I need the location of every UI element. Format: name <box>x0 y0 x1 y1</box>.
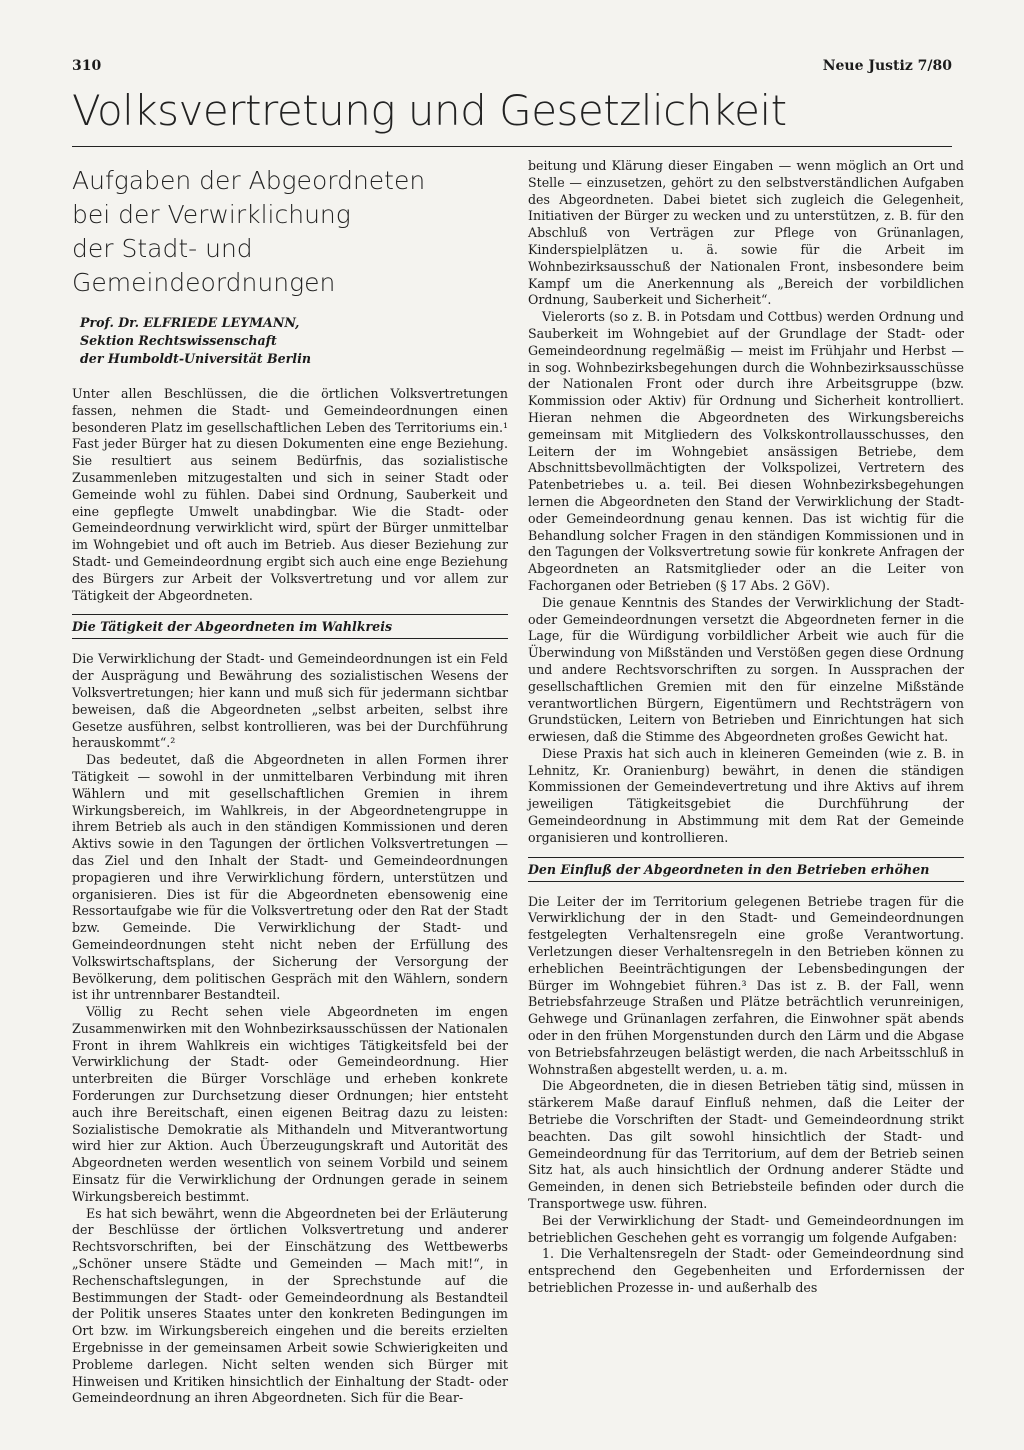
article-title <box>72 164 508 300</box>
body-paragraph: Diese Praxis hat sich auch in kleineren Gemeinden (wie z. B. in Lehnitz, Kr. Oranienburg) bewährt, in denen die ständigen Kommissionen der Gemeindevertretung und ihre Aktivs auf ihrem jeweiligen Tätigkeitsgebiet die Durchführung der Gemeindeordnung in Abstimmung mit dem Rat der Gemeinde organisieren und kontrollieren. <box>528 745 964 845</box>
body-paragraph: Es hat sich bewährt, wenn die Abgeordneten bei der Erläuterung der Beschlüsse der örtlichen Volksvertretung und anderer Rechtsvorschriften, bei der Einschätzung des Wettbewerbs „Schöner unsere Städte und Gemeinden — Mach mit!“, in Rechenschaftslegungen, in der Sprechstunde auf die Bestimmungen der Stadt- oder Gemeindeordnung als Bestandteil der Politik unseres Staates unter den konkreten Bedingungen im Ort bzw. im Wirkungsbereich eingehen und die bereits erzielten Ergebnisse in der gemeinsamen Arbeit sowie Schwierigkeiten und Probleme darlegen. Nicht selten wenden sich Bürger mit Hinweisen und Kritiken hinsichtlich der Einhaltung der Stadt- oder Gemeindeordnung an ihren Abgeordneten. Sich für die Bear- <box>72 1205 508 1406</box>
running-header <box>72 58 952 80</box>
section-heading-betriebe: Den Einfluß der Abgeordneten in den Betrieben erhöhen <box>528 857 964 882</box>
article-title-line: bei der Verwirklichung <box>72 200 351 229</box>
body-paragraph: Das bedeutet, daß die Abgeordneten in allen Formen ihrer Tätigkeit — sowohl in der unmittelbaren Verbindung mit ihren Wählern und mit gesellschaftlichen Gremien in ihrem Wirkungsbereich, im Wahlkreis, in der Abgeordnetengruppe in ihrem Betrieb als auch in den ständigen Kommissionen und deren Aktivs sowie in den Tagungen der örtlichen Volksvertretungen — das Ziel und den Inhalt der Stadt- und Gemeindeordnungen propagieren und ihre Verwirklichung fördern, unterstützen und organisieren. Dies ist für die Abgeordneten ebensowenig eine Ressortaufgabe wie für die Volksvertretung oder den Rat der Stadt bzw. Gemeinde. Die Verwirklichung der Stadt- und Gemeindeordnungen steht nicht neben der Erfüllung des Volkswirtschaftsplans, der Sicherung der Versorgung der Bevölkerung, dem politischen Gespräch mit den Wählern, sondern ist ihr untrennbarer Bestandteil. <box>72 752 508 1003</box>
body-paragraph: Bei der Verwirklichung der Stadt- und Gemeindeordnungen im betrieblichen Geschehen geht es vorrangig um folgende Aufgaben: <box>528 1212 964 1245</box>
right-column <box>528 158 964 1297</box>
body-paragraph: Völlig zu Recht sehen viele Abgeordneten im engen Zusammenwirken mit den Wohnbezirksausschüssen der Nationalen Front in ihrem Wahlkreis ein wichtiges Tätigkeitsfeld bei der Verwirklichung der Stadt- oder Gemeindeordnung. Hier unterbreiten die Bürger Vorschläge und erheben konkrete Forderungen zur Durchsetzung dieser Ordnungen; hier entsteht auch ihre Bereitschaft, einen eigenen Beitrag dazu zu leisten: Sozialistische Demokratie als Mithandeln und Mitverantwortung wird hier zur Aktion. Auch Überzeugungskraft und Autorität des Abgeordneten werden wesentlich von seinem Vorbild und seinem Einsatz für die Verwirklichung der Ordnungen gerade in seinem Wirkungsbereich bestimmt. <box>72 1004 508 1204</box>
article-title-line: Aufgaben der Abgeordneten <box>72 166 426 195</box>
section-heading-wahlkreis: Die Tätigkeit der Abgeordneten im Wahlkreis <box>72 614 508 639</box>
body-paragraph: Die Verwirklichung der Stadt- und Gemeindeordnungen ist ein Feld der Ausprägung und Bewährung des sozialistischen Wesens der Volksvertretungen; hier kann und muß sich für jedermann sichtbar beweisen, daß die Abgeordneten „selbst arbeiten, selbst ihre Gesetze ausführen, selbst kontrollieren, was bei der Durchführung herauskommt“.² <box>72 651 508 751</box>
author-affiliation: Sektion Rechtswissenschaft <box>80 333 277 348</box>
left-column <box>72 158 508 1407</box>
section-title: Volksvertretung und Gesetzlichkeit <box>72 86 787 135</box>
author-block <box>72 314 508 368</box>
body-paragraph: Die Leiter der im Territorium gelegenen Betriebe tragen für die Verwirklichung der in den Stadt- und Gemeindeordnungen festgelegten Verhaltensregeln eine große Verantwortung. Verletzungen dieser Verhaltensregeln in den Betrieben können zu erheblichen Beeinträchtigungen der Lebensbedingungen der Bürger im Wohngebiet führen.³ Das ist z. B. der Fall, wenn Betriebsfahrzeuge Straßen und Plätze beträchtlich verunreinigen, Gehwege und Grünanlagen zerfahren, die Einwohner spät abends oder in den frühen Morgenstunden durch den Lärm und die Abgase von Betriebsfahrzeugen belästigt werden, die nach Arbeitsschluß in Wohnstraßen abgestellt werden, u. a. m. <box>528 893 964 1077</box>
title-rule <box>72 146 952 147</box>
author-name: Prof. Dr. ELFRIEDE LEYMANN, <box>80 315 300 330</box>
intro-paragraph: Unter allen Beschlüssen, die die örtlichen Volksvertretungen fassen, nehmen die Stadt- und Gemeindeordnungen einen besonderen Platz im gesellschaftlichen Leben des Territoriums ein.¹ Fast jeder Bürger hat zu diesen Dokumenten eine enge Beziehung. Sie resultiert aus seinem Bedürfnis, das sozialistische Zusammenleben mitzugestalten und sich in seiner Stadt oder Gemeinde wohl zu fühlen. Dabei sind Ordnung, Sauberkeit und eine gepflegte Umwelt unabdingbar. Wie die Stadt- oder Gemeindeordnung verwirklicht wird, spürt der Bürger unmittelbar im Wohngebiet und oft auch im Betrieb. Aus dieser Beziehung zur Stadt- und Gemeindeordnung ergibt sich auch eine enge Beziehung des Bürgers zur Arbeit der Volksvertretung und vor allem zur Tätigkeit der Abgeordneten. <box>72 386 508 603</box>
body-paragraph: Die genaue Kenntnis des Standes der Verwirklichung der Stadt- oder Gemeindeordnungen versetzt die Abgeordneten ferner in die Lage, für die Würdigung vorbildlicher Arbeit wie auch für die Überwindung von Mißständen und Verstößen gegen diese Ordnung und andere Rechtsvorschriften zu sorgen. In Aussprachen der gesellschaftlichen Gremien mit den für einzelne Mißstände verantwortlichen Bürgern, Eigentümern und Rechtsträgern von Grundstücken, Leitern von Betrieben und Einrichtungen hat sich erwiesen, daß die Stimme des Abgeordneten großes Gewicht hat. <box>528 594 964 745</box>
body-paragraph: beitung und Klärung dieser Eingaben — wenn möglich an Ort und Stelle — einzusetzen, gehört zu den selbstverständlichen Aufgaben des Abgeordneten. Dabei bietet sich zugleich die Gelegenheit, Initiativen der Bürger zu wecken und zu unterstützen, z. B. für den Abschluß von Verträgen zur Pflege von Grünanlagen, Kinderspielplätzen u. ä. sowie für die Arbeit im Wohnbezirksausschuß der Nationalen Front, insbesondere beim Kampf um die Anerkennung als „Bereich der vorbildlichen Ordnung, Sauberkeit und Sicherheit“. <box>528 158 964 308</box>
page-number: 310 <box>72 58 102 74</box>
body-paragraph: Die Abgeordneten, die in diesen Betrieben tätig sind, müssen in stärkerem Maße darauf Einfluß nehmen, daß die Leiter der Betriebe die Vorschriften der Stadt- und Gemeindeordnung strikt beachten. Das gilt sowohl hinsichtlich der Stadt- und Gemeindeordnung für das Territorium, auf dem der Betrieb seinen Sitz hat, als auch hinsichtlich der Ordnung anderer Städte und Gemeinden, in denen sich Betriebsteile befinden oder durch die Transportwege usw. führen. <box>528 1078 964 1212</box>
author-institution: der Humboldt-Universität Berlin <box>80 351 312 366</box>
article-title-line: der Stadt- und Gemeindeordnungen <box>72 234 336 297</box>
body-paragraph: 1. Die Verhaltensregeln der Stadt- oder Gemeindeordnung sind entsprechend den Gegebenheiten und Erfordernissen der betrieblichen Prozesse in- und außerhalb des <box>528 1246 964 1295</box>
body-paragraph: Vielerorts (so z. B. in Potsdam und Cottbus) werden Ordnung und Sauberkeit im Wohngebiet auf der Grundlage der Stadt- oder Gemeindeordnung regelmäßig — meist im Frühjahr und Herbst — in sog. Wohnbezirksbegehungen durch die Wohnbezirksausschüsse der Nationalen Front oder durch ihre Arbeitsgruppe (bzw. Kommission oder Aktiv) für Ordnung und Sicherheit kontrolliert. Hieran nehmen die Abgeordneten des Wirkungsbereichs gemeinsam mit Mitgliedern des Volkskontrollausschusses, den Leitern der im Wohngebiet ansässigen Betriebe, dem Abschnittsbevollmächtigten der Volkspolizei, Vertretern des Patenbetriebes u. a. teil. Bei diesen Wohnbezirksbegehungen lernen die Abgeordneten den Stand der Verwirklichung der Stadt- oder Gemeindeordnung genau kennen. Das ist wichtig für die Behandlung solcher Fragen in den ständigen Kommissionen und in den Tagungen der Volksvertretung sowie für konkrete Anfragen der Abgeordneten an Ratsmitglieder oder an die Leiter von Fachorganen oder Betrieben (§ 17 Abs. 2 GöV). <box>528 309 964 593</box>
journal-issue: Neue Justiz 7/80 <box>822 58 952 74</box>
